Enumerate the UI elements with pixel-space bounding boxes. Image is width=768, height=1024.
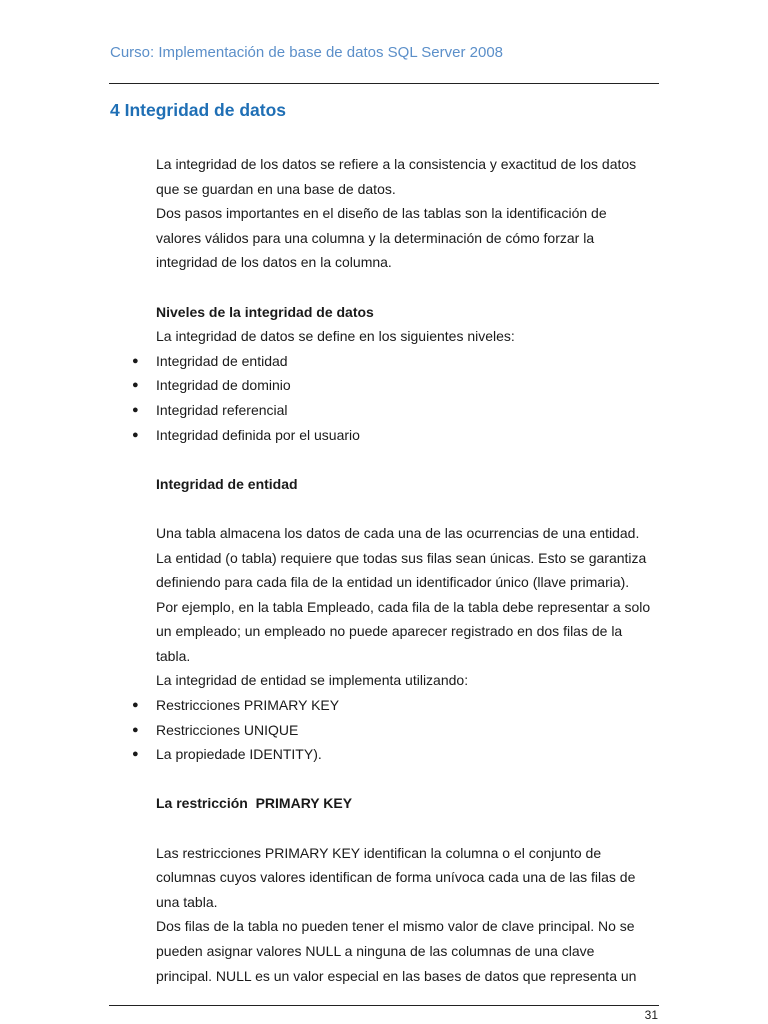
- list-item: ● La propiedade IDENTITY).: [156, 742, 661, 767]
- list-item: ● Integridad de dominio: [156, 373, 661, 398]
- text-line: una tabla.: [156, 893, 218, 910]
- text-line: valores válidos para una columna y la determinación de cómo forzar la: [156, 229, 595, 246]
- levels-list: [132, 349, 661, 447]
- entity-list: [132, 693, 661, 767]
- header-divider: [109, 83, 659, 84]
- text-line: La integridad de datos se define en los siguientes niveles:: [156, 328, 515, 345]
- text-line: La entidad (o tabla) requiere que todas sus filas sean únicas. Esto se garantiza: [156, 549, 647, 566]
- text-line: que se guardan en una base de datos.: [156, 180, 396, 197]
- text-line: pueden asignar valores NULL a ninguna de las columnas de una clave: [156, 943, 595, 959]
- body-text: [132, 152, 661, 988]
- bullet-icon: ●: [132, 699, 139, 712]
- section-heading-levels: Niveles de la integridad de datos: [156, 303, 374, 320]
- text-line: Dos pasos importantes en el diseño de las tablas son la identificación de: [156, 205, 607, 222]
- bullet-icon: ●: [132, 354, 139, 367]
- text-line: Por ejemplo, en la tabla Empleado, cada fila de la tabla debe representar a solo: [156, 598, 651, 615]
- bullet-icon: ●: [132, 403, 139, 416]
- text-line: definiendo para cada fila de la entidad un identificador único (llave primaria).: [156, 574, 630, 591]
- section-heading-primary-key: La restricción PRIMARY KEY: [156, 795, 353, 812]
- bullet-icon: ●: [132, 379, 139, 392]
- list-item: ● Integridad definida por el usuario: [156, 423, 661, 448]
- text-line: Dos filas de la tabla no pueden tener el mismo valor de clave principal. No se: [156, 918, 635, 935]
- text-line: un empleado; un empleado no puede aparecer registrado en dos filas de la: [156, 623, 623, 640]
- section-heading-entity: Integridad de entidad: [156, 475, 298, 492]
- list-item: ● Integridad referencial: [156, 398, 661, 423]
- text-line: integridad de los datos en la columna.: [156, 254, 392, 271]
- text-line: tabla.: [156, 647, 191, 664]
- text-line: Una tabla almacena los datos de cada una de las ocurrencias de una entidad.: [156, 524, 640, 541]
- list-item: ● Restricciones PRIMARY KEY: [156, 693, 661, 718]
- text-line: La integridad de los datos se refiere a la consistencia y exactitud de los datos: [156, 156, 637, 172]
- bullet-icon: ●: [132, 723, 139, 736]
- page-number: 31: [644, 1008, 658, 1022]
- bullet-icon: ●: [132, 748, 139, 761]
- list-item: ● Integridad de entidad: [156, 349, 661, 374]
- chapter-title: 4 Integridad de datos: [110, 100, 286, 120]
- list-item: ● Restricciones UNIQUE: [156, 718, 661, 743]
- text-line: Las restricciones PRIMARY KEY identifican la columna o el conjunto de: [156, 844, 602, 861]
- text-line: columnas cuyos valores identifican de forma unívoca cada una de las filas de: [156, 869, 636, 886]
- running-header: Curso: Implementación de base de datos SQL Server 2008: [110, 44, 504, 61]
- intro-paragraph: [156, 152, 661, 275]
- footer-divider: [109, 1005, 659, 1006]
- bullet-icon: ●: [132, 428, 139, 441]
- text-line: La integridad de entidad se implementa utilizando:: [156, 672, 469, 689]
- text-line: principal. NULL es un valor especial en las bases de datos que representa un: [156, 967, 637, 984]
- entity-paragraph: [156, 521, 661, 693]
- primary-key-paragraph: [156, 841, 661, 989]
